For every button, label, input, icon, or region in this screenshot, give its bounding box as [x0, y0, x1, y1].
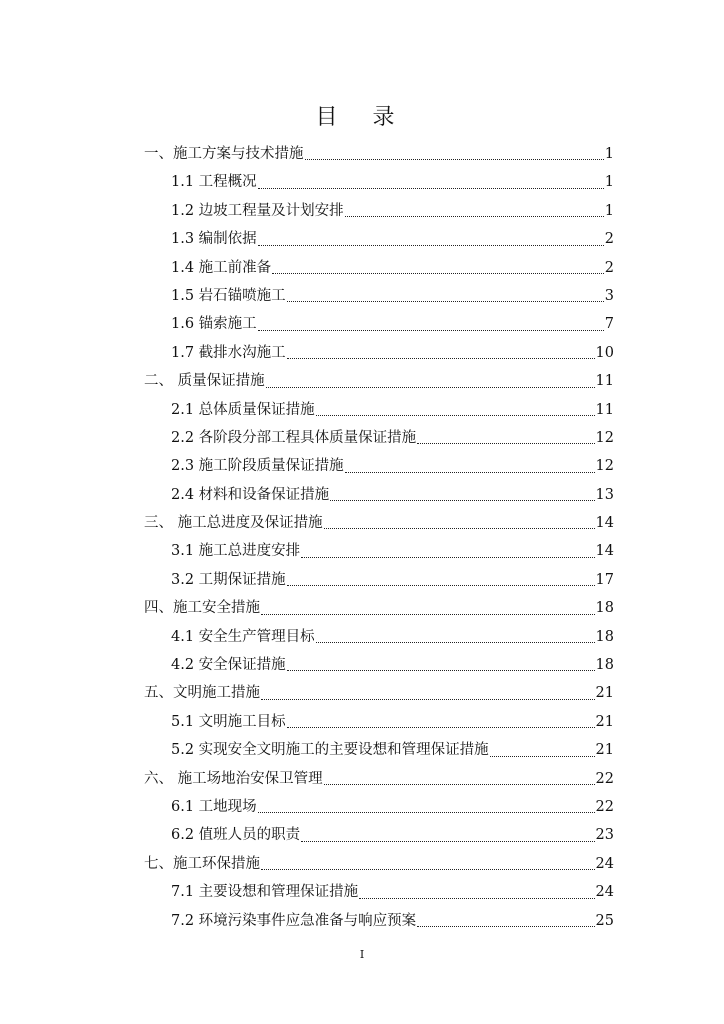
- toc-entry-page: 11: [595, 373, 614, 390]
- toc-entry[interactable]: [144, 651, 614, 679]
- toc-dot-leader: [359, 898, 594, 899]
- toc-entry-label: 5.1 文明施工目标: [171, 713, 286, 730]
- toc-entry-page: 18: [595, 628, 614, 645]
- toc-entry-page: 1: [604, 145, 614, 162]
- toc-entry-page: 10: [595, 344, 614, 361]
- toc-dot-leader: [324, 784, 595, 785]
- toc-entry[interactable]: [144, 424, 614, 452]
- toc-entry-page: 12: [595, 458, 614, 475]
- toc-dot-leader: [316, 642, 595, 643]
- toc-entry-label: 1.7 截排水沟施工: [171, 344, 286, 361]
- toc-dot-leader: [345, 216, 604, 217]
- toc-entry[interactable]: [144, 254, 614, 282]
- toc-entry-label: 七、施工环保措施: [144, 855, 260, 872]
- toc-dot-leader: [417, 443, 594, 444]
- toc-list: [144, 140, 614, 935]
- toc-dot-leader: [287, 301, 604, 302]
- toc-entry-label: 一、施工方案与技术措施: [144, 145, 304, 162]
- toc-entry-label: 5.2 实现安全文明施工的主要设想和管理保证措施: [171, 742, 489, 759]
- toc-entry[interactable]: [144, 623, 614, 651]
- toc-dot-leader: [305, 159, 604, 160]
- toc-entry[interactable]: [144, 396, 614, 424]
- toc-entry-label: 1.4 施工前准备: [171, 259, 272, 276]
- toc-dot-leader: [258, 188, 604, 189]
- toc-entry-page: 2: [604, 259, 614, 276]
- toc-entry[interactable]: [144, 197, 614, 225]
- toc-dot-leader: [266, 387, 595, 388]
- toc-dot-leader: [301, 841, 594, 842]
- toc-entry[interactable]: [144, 339, 614, 367]
- toc-entry[interactable]: [144, 566, 614, 594]
- toc-dot-leader: [287, 585, 595, 586]
- toc-entry[interactable]: [144, 821, 614, 849]
- toc-entry[interactable]: [144, 452, 614, 480]
- toc-entry-page: 21: [595, 742, 614, 759]
- toc-dot-leader: [316, 415, 595, 416]
- toc-dot-leader: [258, 245, 604, 246]
- toc-entry-page: 24: [595, 855, 614, 872]
- toc-entry-label: 7.2 环境污染事件应急准备与响应预案: [171, 912, 417, 929]
- page-number: I: [359, 948, 365, 961]
- toc-entry-page: 1: [604, 202, 614, 219]
- toc-entry[interactable]: [144, 765, 614, 793]
- toc-entry[interactable]: [144, 850, 614, 878]
- toc-dot-leader: [287, 358, 595, 359]
- toc-dot-leader: [345, 472, 595, 473]
- toc-entry[interactable]: [144, 537, 614, 565]
- toc-entry[interactable]: [144, 225, 614, 253]
- toc-dot-leader: [261, 614, 595, 615]
- toc-dot-leader: [301, 557, 594, 558]
- toc-entry-page: 1: [604, 174, 614, 191]
- toc-entry-page: 25: [595, 912, 614, 929]
- toc-entry[interactable]: [144, 679, 614, 707]
- toc-entry-label: 1.5 岩石锚喷施工: [171, 287, 286, 304]
- toc-dot-leader: [287, 727, 595, 728]
- toc-entry-label: 2.4 材料和设备保证措施: [171, 486, 330, 503]
- toc-dot-leader: [258, 330, 604, 331]
- toc-dot-leader: [417, 926, 594, 927]
- toc-entry-page: 11: [595, 401, 614, 418]
- toc-entry[interactable]: [144, 310, 614, 338]
- toc-dot-leader: [330, 500, 594, 501]
- toc-entry[interactable]: [144, 509, 614, 537]
- toc-entry[interactable]: [144, 367, 614, 395]
- toc-entry-label: 1.3 编制依据: [171, 231, 257, 248]
- toc-entry[interactable]: [144, 907, 614, 935]
- toc-entry-page: 14: [595, 543, 614, 560]
- toc-entry-label: 二、 质量保证措施: [144, 373, 265, 390]
- toc-entry-page: 22: [595, 770, 614, 787]
- toc-entry-label: 3.2 工期保证措施: [171, 571, 286, 588]
- toc-entry[interactable]: [144, 793, 614, 821]
- toc-entry-label: 4.1 安全生产管理目标: [171, 628, 315, 645]
- toc-entry-page: 17: [595, 571, 614, 588]
- toc-entry-label: 3.1 施工总进度安排: [171, 543, 301, 560]
- toc-entry-label: 四、施工安全措施: [144, 600, 260, 617]
- toc-entry-label: 1.2 边坡工程量及计划安排: [171, 202, 344, 219]
- toc-entry-page: 2: [604, 231, 614, 248]
- toc-entry-page: 21: [595, 713, 614, 730]
- toc-entry[interactable]: [144, 168, 614, 196]
- toc-entry-label: 6.1 工地现场: [171, 798, 257, 815]
- toc-entry[interactable]: [144, 282, 614, 310]
- toc-entry-page: 22: [595, 798, 614, 815]
- toc-entry[interactable]: [144, 878, 614, 906]
- toc-entry-label: 六、 施工场地治安保卫管理: [144, 770, 323, 787]
- toc-entry-page: 13: [595, 486, 614, 503]
- toc-entry-label: 6.2 值班人员的职责: [171, 827, 301, 844]
- toc-dot-leader: [261, 699, 595, 700]
- toc-entry-page: 21: [595, 685, 614, 702]
- toc-entry-label: 4.2 安全保证措施: [171, 657, 286, 674]
- toc-title: 目 录: [315, 105, 409, 130]
- toc-dot-leader: [490, 756, 595, 757]
- toc-dot-leader: [272, 273, 604, 274]
- toc-entry-label: 1.1 工程概况: [171, 174, 257, 191]
- toc-entry-page: 18: [595, 600, 614, 617]
- toc-entry[interactable]: [144, 594, 614, 622]
- toc-entry-label: 1.6 锚索施工: [171, 316, 257, 333]
- toc-entry-label: 7.1 主要设想和管理保证措施: [171, 884, 359, 901]
- toc-entry[interactable]: [144, 736, 614, 764]
- toc-entry[interactable]: [144, 140, 614, 168]
- toc-dot-leader: [287, 670, 595, 671]
- toc-dot-leader: [261, 869, 595, 870]
- toc-entry-page: 12: [595, 429, 614, 446]
- toc-entry-page: 23: [595, 827, 614, 844]
- toc-entry-label: 2.2 各阶段分部工程具体质量保证措施: [171, 429, 417, 446]
- toc-entry-page: 24: [595, 884, 614, 901]
- toc-entry-label: 三、 施工总进度及保证措施: [144, 515, 323, 532]
- toc-entry[interactable]: [144, 481, 614, 509]
- toc-entry-page: 18: [595, 657, 614, 674]
- toc-entry-page: 3: [604, 287, 614, 304]
- toc-entry-page: 7: [604, 316, 614, 333]
- toc-entry-page: 14: [595, 515, 614, 532]
- toc-entry-label: 五、文明施工措施: [144, 685, 260, 702]
- toc-entry[interactable]: [144, 708, 614, 736]
- toc-dot-leader: [258, 812, 595, 813]
- toc-dot-leader: [324, 528, 595, 529]
- toc-entry-label: 2.1 总体质量保证措施: [171, 401, 315, 418]
- toc-entry-label: 2.3 施工阶段质量保证措施: [171, 458, 344, 475]
